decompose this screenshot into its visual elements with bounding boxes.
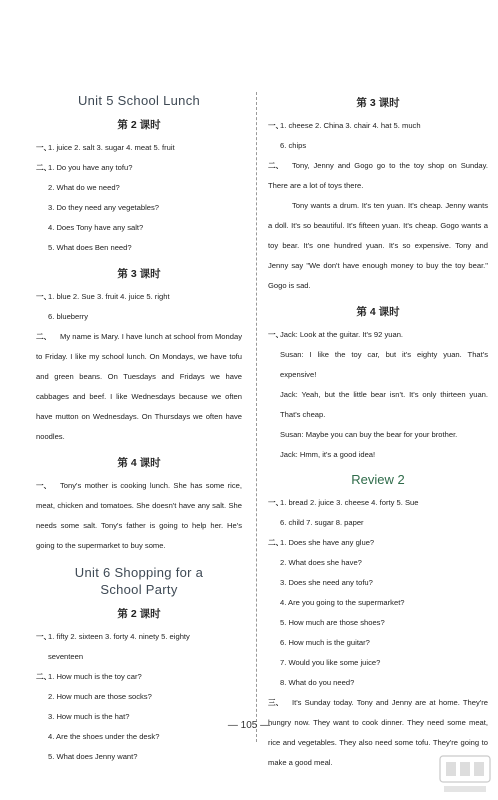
unit5-lesson2-heading: 第 2 课时 [117,119,161,131]
answer-line: 5. What does Ben need? [48,243,132,252]
unit6-title-line2: School Party [100,582,178,597]
answers: 1. juice 2. salt 3. sugar 4. meat 5. fruit [48,143,175,152]
answer-row [36,287,242,307]
passage-text: It's Sunday today. Tony and Jenny are at home. They're hungry now. They want to cook dinner. They need some meat, rice and vegetables. They also need some tofu. They're going to make a good meal. [268,698,488,767]
answer-line: 4. Are you going to the supermarket? [280,598,405,607]
section-marker: 二、 [36,163,52,172]
answer-line: 6. How much is the guitar? [280,638,370,647]
dialogue-line: Susan: I like the toy car, but it's eighty yuan. That's expensive! [280,350,488,379]
section-marker: 一、 [268,121,284,130]
dialogue-block [268,325,488,465]
section-marker: 三、 [268,698,284,707]
answer-row [268,533,488,553]
unit5-lesson3-heading: 第 3 课时 [117,268,161,280]
section-marker: 一、 [36,632,52,641]
answer-line: 3. Does she need any tofu? [280,578,373,587]
answer-line: 1. Does she have any glue? [280,538,375,547]
passage-block [36,476,242,556]
answers: 1. bread 2. juice 3. cheese 4. forty 5. Sue [280,498,419,507]
answer-row [268,116,488,136]
unit6-lesson2-heading: 第 2 课时 [117,608,161,620]
answer-row [36,667,242,687]
answer-line: 2. What does she have? [280,558,362,567]
answer-line: 1. Do you have any tofu? [48,163,133,172]
section-marker: 一、 [268,498,284,507]
answer-line: 2. What do we need? [48,183,120,192]
answers-cont: 6. child 7. sugar 8. paper [280,518,364,527]
section-marker: 二、 [268,538,284,547]
dialogue-line: Susan: Maybe you can buy the bear for your brother. [280,430,458,439]
review-title: Review 2 [351,472,405,487]
dialogue-line: Jack: Hmm, it's a good idea! [280,450,376,459]
section-marker: 二、 [36,332,52,341]
lesson4-heading: 第 4 课时 [356,306,400,318]
unit5-title: Unit 5 School Lunch [77,93,201,108]
answer-line: 3. How much is the hat? [48,712,130,721]
column-divider [256,92,257,742]
page-number: — 105 — [227,720,271,731]
passage-text: Tony's mother is cooking lunch. She has some rice, meat, chicken and tomatoes. She doesn't have any salt. She needs some salt. Tony's father is going to help her. He's going to the supermarket to buy some. [36,481,242,550]
unit6-title-line1: Unit 6 Shopping for a [74,565,204,580]
passage-block [36,327,242,447]
answers: 1. fifty 2. sixteen 3. forty 4. ninety 5. eighty [48,632,190,641]
answer-row [36,138,242,158]
passage-text: Tony wants a drum. It's ten yuan. It's cheap. Jenny wants a doll. It's so beautiful. It's fifteen yuan. It's cheap. Gogo wants a toy bear. It's one hundred yuan. It's so expensive. Tony and Jenny say "We don't have enough money to buy the toy bear." Gogo is sad. [268,201,488,290]
section-marker: 二、 [36,672,52,681]
section-marker: 一、 [36,143,52,152]
section-marker: 一、 [36,481,52,490]
dialogue-line: Jack: Look at the guitar. It's 92 yuan. [280,330,404,339]
section-marker: 二、 [268,161,284,170]
answer-line: 5. How much are those shoes? [280,618,385,627]
left-column [36,92,242,767]
answer-line: 2. How much are those socks? [48,692,152,701]
answers-cont: seventeen [48,652,84,661]
answers-cont: 6. blueberry [48,312,89,321]
watermark-stamp-icon [438,752,492,796]
unit5-lesson4-heading: 第 4 课时 [117,457,161,469]
answer-line: 4. Does Tony have any salt? [48,223,144,232]
lesson3-heading: 第 3 课时 [356,97,400,109]
dialogue-line: Jack: Yeah, but the little bear isn't. It's only thirteen yuan. That's cheap. [280,390,488,419]
answers-cont: 6. chips [280,141,307,150]
right-column [268,96,488,773]
answer-line: 5. What does Jenny want? [48,752,138,761]
answer-line: 3. Do they need any vegetables? [48,203,160,212]
answer-line: 8. What do you need? [280,678,355,687]
passage-text: Tony, Jenny and Gogo go to the toy shop on Sunday. There are a lot of toys there. [268,161,488,190]
answer-row [268,493,488,513]
passage-text: My name is Mary. I have lunch at school from Monday to Friday. I like my school lunch. On Mondays, we have tofu and green beans. On Tuesdays and Fridays we have cabbages and beef. I like Wednesdays because we often have mutton on Wednesdays. On Thursdays we often have noodles. [36,332,242,441]
answers: 1. blue 2. Sue 3. fruit 4. juice 5. right [48,292,170,301]
answer-line: 4. Are the shoes under the desk? [48,732,160,741]
answer-row [36,158,242,178]
answer-line: 7. Would you like some juice? [280,658,381,667]
answer-row [36,627,242,647]
answer-line: 1. How much is the toy car? [48,672,142,681]
answers: 1. cheese 2. China 3. chair 4. hat 5. much [280,121,421,130]
section-marker: 一、 [36,292,52,301]
section-marker: 一、 [268,330,284,339]
passage-block [268,156,488,296]
